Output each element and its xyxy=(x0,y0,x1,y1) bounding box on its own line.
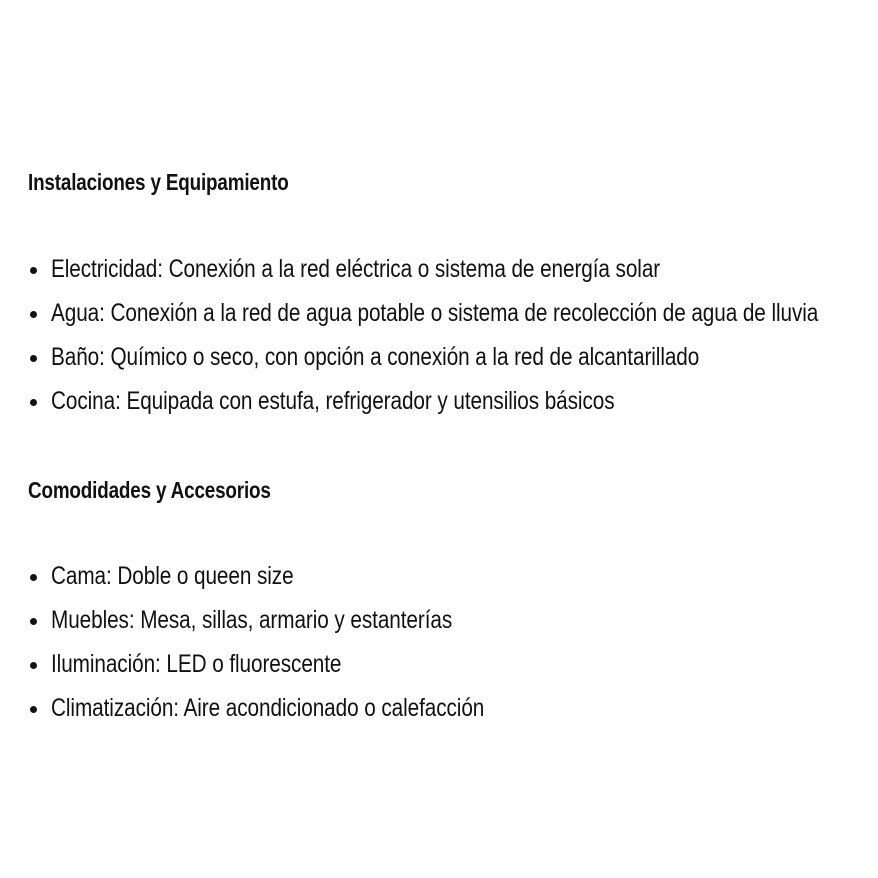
list-item-text: Cama: Doble o queen size xyxy=(51,562,294,590)
section-title-instalaciones: Instalaciones y Equipamiento xyxy=(28,169,289,195)
bullet-icon xyxy=(30,618,37,625)
bullet-icon xyxy=(30,662,37,669)
list-item-text: Agua: Conexión a la red de agua potable o sistema de recolección de agua de lluvia xyxy=(51,299,819,327)
list-item-text: Cocina: Equipada con estufa, refrigerador y utensilios básicos xyxy=(51,387,615,415)
list-item-text: Climatización: Aire acondicionado o calefacción xyxy=(51,694,485,722)
bullet-icon xyxy=(30,399,37,406)
list-item-text: Muebles: Mesa, sillas, armario y estanterías xyxy=(51,606,453,634)
bullet-icon xyxy=(30,706,37,713)
bullet-icon xyxy=(30,355,37,362)
bullet-icon xyxy=(30,267,37,274)
bullet-icon xyxy=(30,311,37,318)
list-item-text: Electricidad: Conexión a la red eléctrica o sistema de energía solar xyxy=(51,255,661,283)
bullet-icon xyxy=(30,574,37,581)
list-item-text: Baño: Químico o seco, con opción a conexión a la red de alcantarillado xyxy=(51,343,700,371)
section-title-comodidades: Comodidades y Accesorios xyxy=(28,477,271,503)
list-item-text: Iluminación: LED o fluorescente xyxy=(51,650,342,678)
